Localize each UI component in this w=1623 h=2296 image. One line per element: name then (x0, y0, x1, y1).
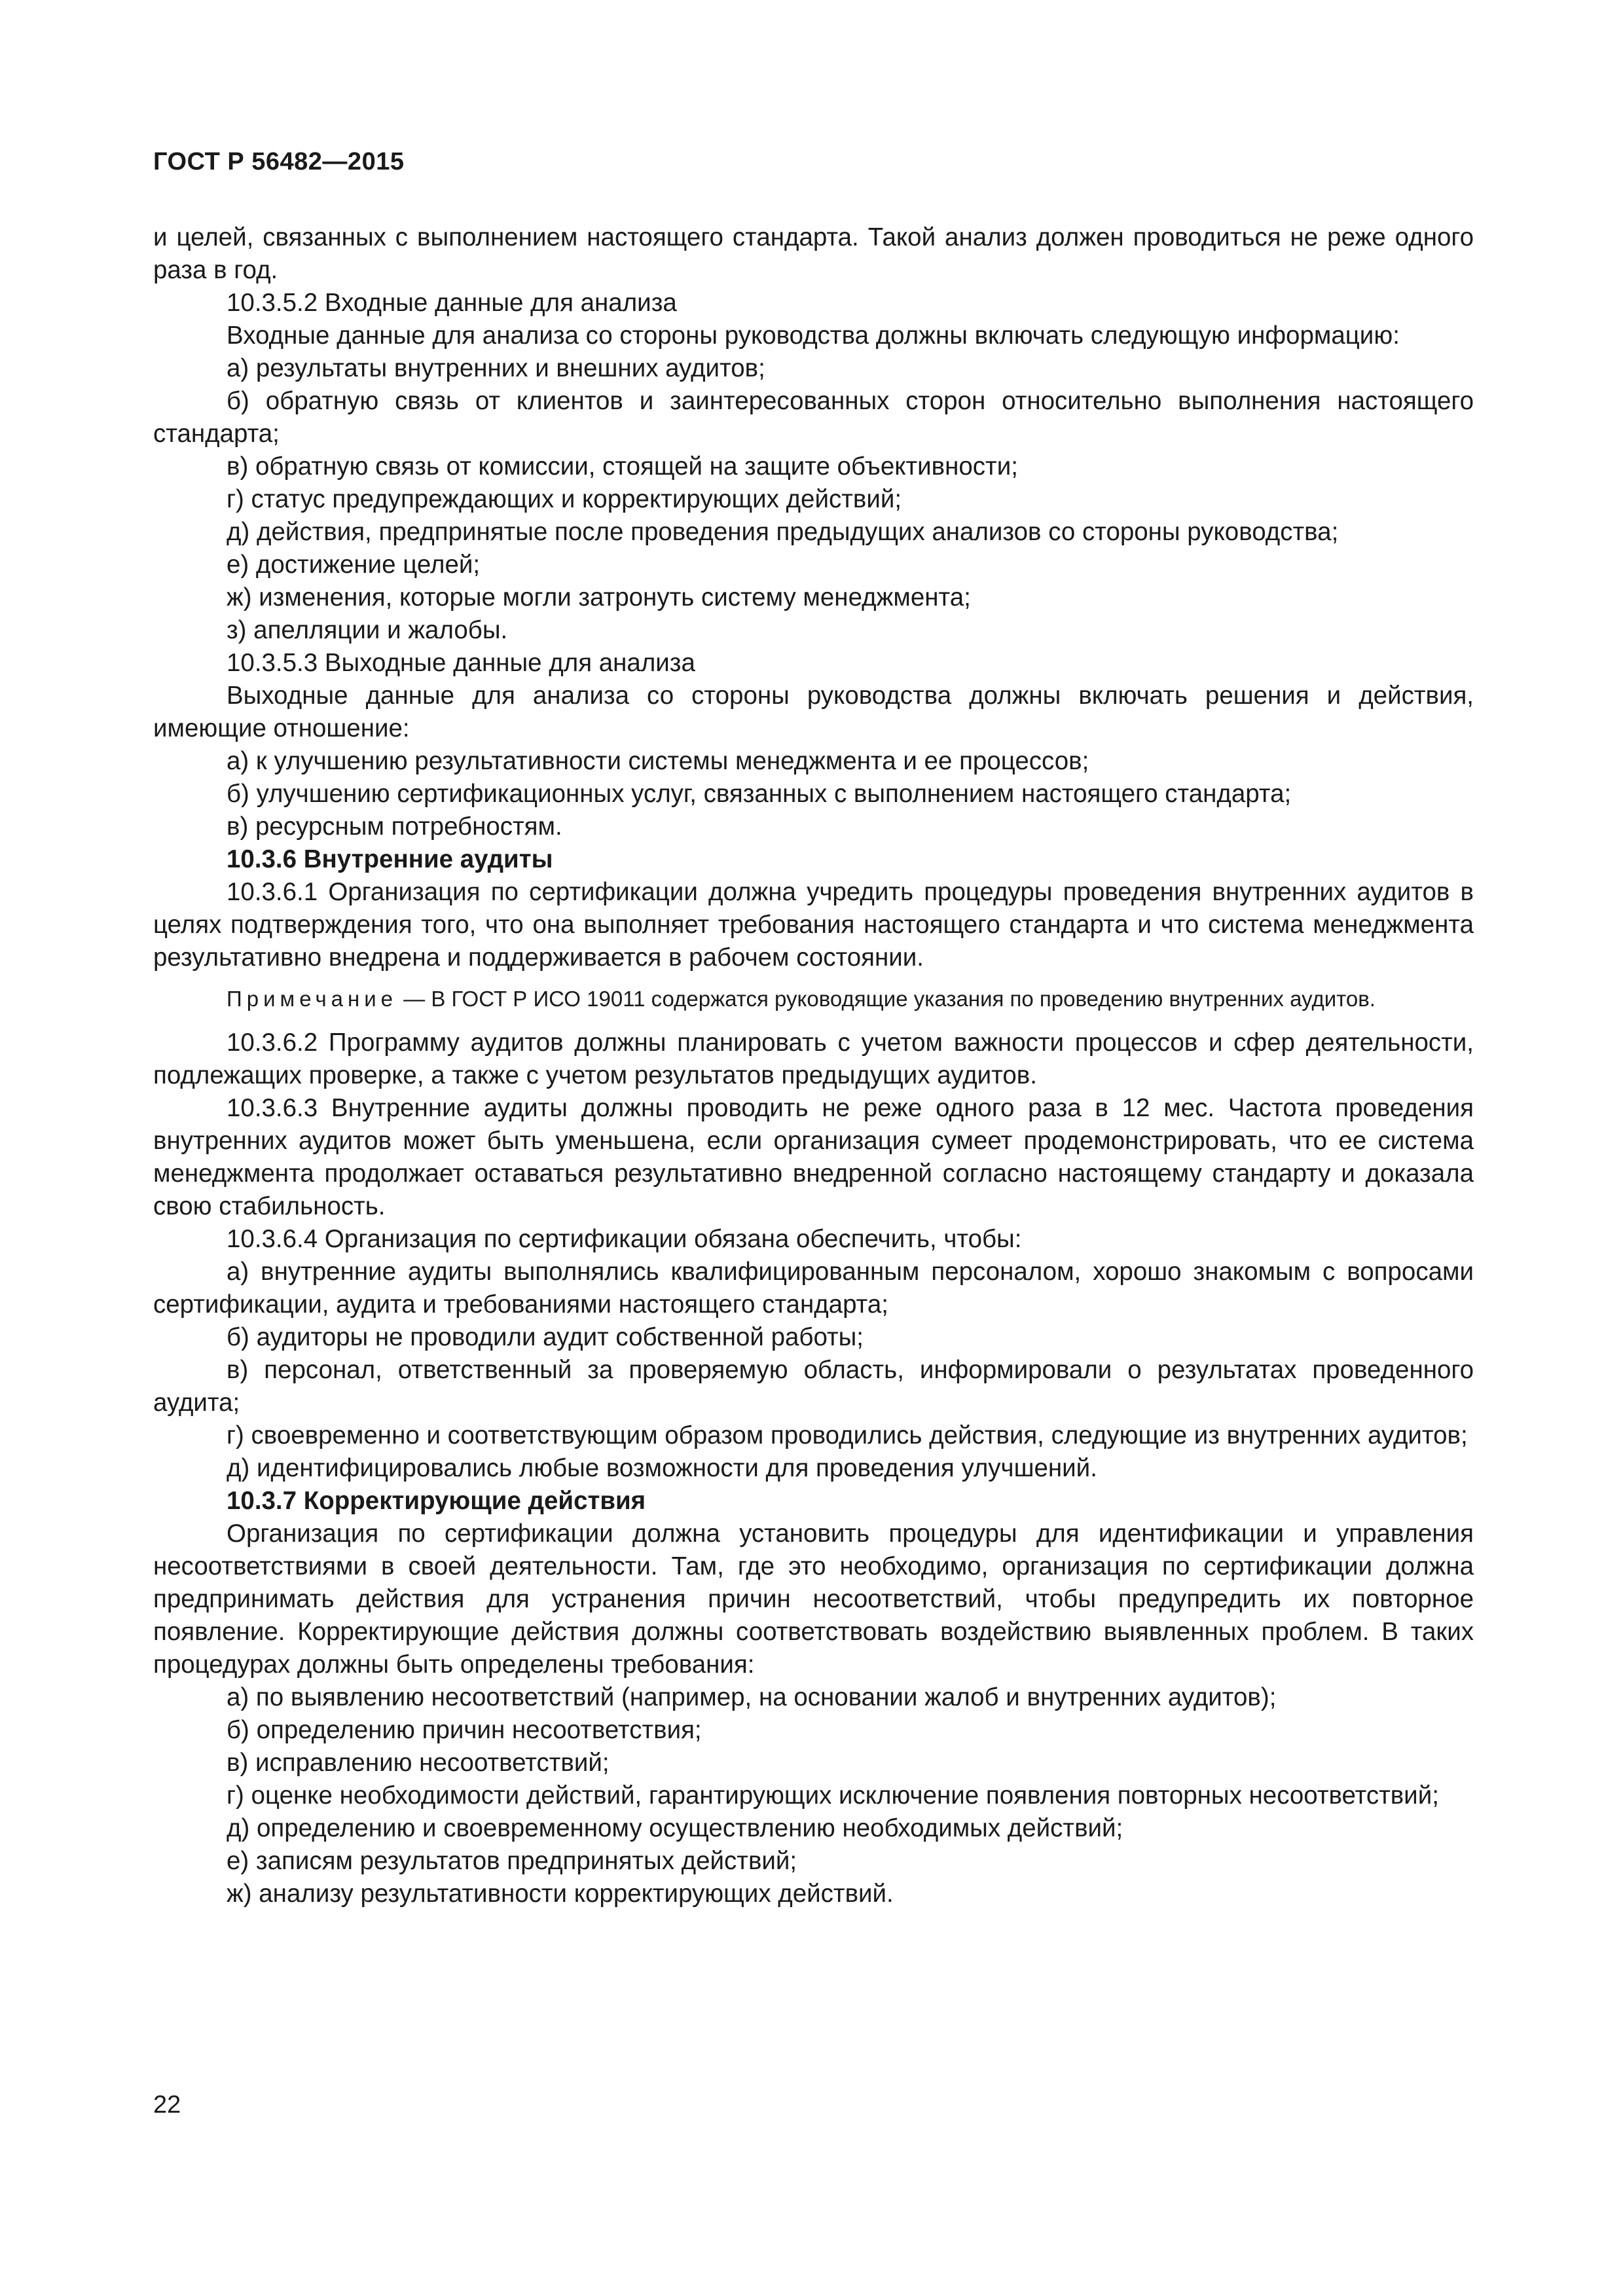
note (153, 985, 1474, 1013)
list-item: а) по выявлению несоответствий (например, на основании жалоб и внутренних аудитов); (227, 1683, 1277, 1711)
clause-heading: 10.3.5.2 Входные данные для анализа (227, 289, 677, 317)
list-item: е) достижение целей; (227, 551, 481, 579)
list-item: г) своевременно и соответствующим образом проводились действия, следующие из внутренних аудитов; (227, 1421, 1468, 1449)
list-item: б) улучшению сертификационных услуг, связанных с выполнением настоящего стандарта; (227, 780, 1292, 808)
page-number: 22 (153, 2091, 181, 2119)
list-item: ж) изменения, которые могли затронуть систему менеджмента; (227, 583, 971, 611)
list-item: д) идентифицировались любые возможности для проведения улучшений. (227, 1454, 1097, 1482)
list-item: а) результаты внутренних и внешних аудитов; (227, 354, 765, 382)
section-heading: 10.3.7 Корректирующие действия (227, 1487, 646, 1515)
list-item: д) действия, предпринятые после проведения предыдущих анализов со стороны руководства; (227, 518, 1339, 546)
paragraph: Организация по сертификации должна установить процедуры для идентификации и управления несоответствиями в своей деятельности. Там, где это необходимо, организация по сертификации должна предпринимать действия для устранения причин несоответствий, чтобы предупредить их повторное появление. Корректирующие действия должны соответствовать воздействию выявленных проблем. В таких процедурах должны быть определены требования: (153, 1520, 1474, 1679)
list-item: ж) анализу результативности корректирующих действий. (227, 1880, 894, 1908)
paragraph: и целей, связанных с выполнением настоящего стандарта. Такой анализ должен проводиться не реже одного раза в год. (153, 223, 1474, 284)
list-item: а) к улучшению результативности системы менеджмента и ее процессов; (227, 747, 1089, 775)
list-item: е) записям результатов предпринятых действий; (227, 1847, 797, 1875)
list-item: в) исправлению несоответствий; (227, 1749, 610, 1777)
list-item: б) обратную связь от клиентов и заинтересованных сторон относительно выполнения настоящего стандарта; (153, 387, 1474, 448)
paragraph: Входные данные для анализа со стороны руководства должны включать следующую информацию: (227, 321, 1400, 350)
list-item: в) персонал, ответственный за проверяемую область, информировали о результатах проведенного аудита; (153, 1356, 1474, 1417)
paragraph: 10.3.6.2 Программу аудитов должны планировать с учетом важности процессов и сфер деятельности, подлежащих проверке, а также с учетом результатов предыдущих аудитов. (153, 1029, 1474, 1089)
document-body (153, 221, 1474, 1910)
list-item: а) внутренние аудиты выполнялись квалифицированным персоналом, хорошо знакомым с вопросами сертификации, аудита и требованиями настоящего стандарта; (153, 1258, 1474, 1319)
document-header: ГОСТ Р 56482—2015 (153, 148, 405, 175)
list-item: д) определению и своевременному осуществлению необходимых действий; (227, 1814, 1123, 1842)
paragraph: 10.3.6.4 Организация по сертификации обязана обеспечить, чтобы: (227, 1225, 1022, 1253)
list-item: в) обратную связь от комиссии, стоящей на защите объективности; (227, 452, 1018, 481)
paragraph: 10.3.6.3 Внутренние аудиты должны проводить не реже одного раза в 12 мес. Частота проведения внутренних аудитов может быть уменьшена, если организация сумеет продемонстрировать, что ее система менеджмента продолжает оставаться результативно внедренной согласно настоящему стандарту и доказала свою стабильность. (153, 1094, 1474, 1220)
paragraph: Выходные данные для анализа со стороны руководства должны включать решения и действия, имеющие отношение: (153, 682, 1474, 742)
list-item: г) статус предупреждающих и корректирующих действий; (227, 485, 902, 513)
paragraph: 10.3.6.1 Организация по сертификации должна учредить процедуры проведения внутренних аудитов в целях подтверждения того, что она выполняет требования настоящего стандарта и что система менеджмента результативно внедрена и поддерживается в рабочем состоянии. (153, 878, 1474, 972)
clause-heading: 10.3.5.3 Выходные данные для анализа (227, 649, 695, 677)
list-item: в) ресурсным потребностям. (227, 812, 562, 841)
note-label: Примечание (227, 987, 398, 1011)
list-item: г) оценке необходимости действий, гарантирующих исключение появления повторных несоответствий; (227, 1781, 1439, 1810)
note-text: — В ГОСТ Р ИСО 19011 содержатся руководящие указания по проведению внутренних аудитов. (397, 987, 1376, 1011)
list-item: з) апелляции и жалобы. (227, 616, 508, 644)
section-heading: 10.3.6 Внутренние аудиты (227, 845, 553, 873)
list-item: б) аудиторы не проводили аудит собственной работы; (227, 1323, 864, 1351)
list-item: б) определению причин несоответствия; (227, 1716, 702, 1744)
